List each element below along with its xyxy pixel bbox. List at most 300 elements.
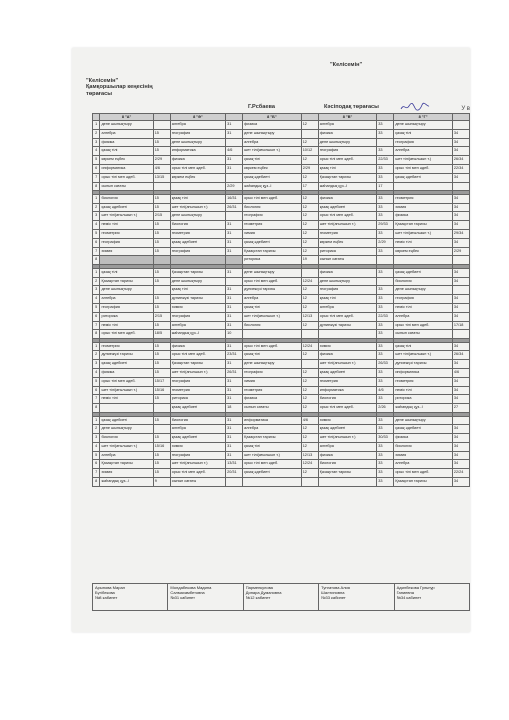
table-row [93, 156, 470, 165]
subject-cell: геометрия [100, 342, 153, 351]
room-cell: 17 [377, 182, 394, 191]
subject-cell [243, 330, 302, 339]
subject-cell: орыс тілі мен әдеб. [100, 173, 153, 182]
room-cell: 31 [226, 221, 243, 230]
room-cell [226, 256, 243, 265]
subject-cell [394, 256, 453, 265]
header-cell [93, 114, 100, 121]
subject-cell: орыс тілі мен әдеб. [318, 156, 377, 165]
room-cell: 31 [226, 425, 243, 434]
table-row [93, 442, 470, 451]
subject-cell: орыс тілі мен әдеб. [243, 460, 302, 469]
room-cell: 31 [226, 442, 243, 451]
room-cell: 26/31 [226, 203, 243, 212]
room-cell: 2/29 [226, 182, 243, 191]
subject-cell: сынып сағаты [170, 478, 225, 487]
room-cell: 15 [153, 238, 170, 247]
subject-cell: қазақ тілі [100, 147, 153, 156]
lesson-number: 6 [93, 312, 100, 321]
room-cell: 34 [452, 342, 469, 351]
room-cell: 12 [301, 221, 318, 230]
subject-cell: шет тілі(ағылшын т.) [100, 212, 153, 221]
subject-cell: дене шынықтыру [170, 277, 225, 286]
lesson-number: 4 [93, 295, 100, 304]
subject-cell: география [170, 451, 225, 460]
subject-cell: геометрия [394, 377, 453, 386]
lesson-number: 7 [93, 247, 100, 256]
room-cell: 31 [226, 156, 243, 165]
lesson-number: 6 [93, 164, 100, 173]
room-cell: 12 [301, 203, 318, 212]
subject-cell: биология [394, 277, 453, 286]
table-row [93, 478, 470, 487]
table-row [93, 460, 470, 469]
teachers-row [92, 583, 470, 611]
lesson-number: 1 [93, 268, 100, 277]
room-cell: 31 [226, 451, 243, 460]
subject-cell: көркем еңбек [100, 156, 153, 165]
room-cell: 31 [226, 230, 243, 239]
room-cell: 33 [377, 377, 394, 386]
room-cell: 34 [452, 221, 469, 230]
room-cell: 30/33 [377, 434, 394, 443]
room-cell: 12/13 [301, 451, 318, 460]
room-cell: 33 [377, 129, 394, 138]
room-cell [153, 404, 170, 413]
room-cell: 34 [452, 147, 469, 156]
room-cell: 31 [226, 416, 243, 425]
subject-cell: Қазақстан тарихы [318, 173, 377, 182]
room-cell: 26/31 [226, 369, 243, 378]
subject-cell: қазақ тілі [318, 164, 377, 173]
table-row [93, 295, 470, 304]
room-cell: 12 [301, 369, 318, 378]
header-cell [226, 114, 243, 121]
subject-cell: информатика [318, 386, 377, 395]
table-row [93, 286, 470, 295]
table-row [93, 230, 470, 239]
subject-cell: риторика [100, 312, 153, 321]
table-row [93, 182, 470, 191]
subject-cell: физика [394, 212, 453, 221]
subject-cell: физика [318, 268, 377, 277]
room-cell: 13/31 [226, 460, 243, 469]
room-cell: 12 [301, 156, 318, 165]
subject-cell: шет тілі(ағылшын т.) [394, 230, 453, 239]
room-cell: 34 [452, 173, 469, 182]
room-cell: 15 [153, 277, 170, 286]
room-cell: 15 [153, 203, 170, 212]
subject-cell: көркем еңбек [318, 238, 377, 247]
room-cell: 33 [377, 342, 394, 351]
room-cell: 15 [153, 395, 170, 404]
subject-cell: қазақ әдебиеті [243, 238, 302, 247]
room-cell: 33 [377, 321, 394, 330]
subject-cell: Қазақстан тарихы [243, 434, 302, 443]
room-cell: 34 [452, 277, 469, 286]
subject-cell: қазақ тілі [394, 129, 453, 138]
room-cell: 12/24 [301, 342, 318, 351]
subject-cell: география [170, 129, 225, 138]
table-row [93, 451, 470, 460]
lesson-number: 5 [93, 230, 100, 239]
room-cell [226, 212, 243, 221]
subject-cell: Қазақстан тарихы [100, 460, 153, 469]
lesson-number: 8 [93, 182, 100, 191]
room-cell: 12 [301, 469, 318, 478]
room-cell: 22/24 [452, 469, 469, 478]
room-cell: 34 [452, 312, 469, 321]
subject-cell: биология [318, 460, 377, 469]
subject-cell: қазақ тілі [170, 286, 225, 295]
room-cell [153, 286, 170, 295]
room-cell: 15/16 [153, 386, 170, 395]
room-cell: 34 [452, 203, 469, 212]
room-cell: 10/12 [301, 147, 318, 156]
room-cell: 34 [452, 451, 469, 460]
table-row [93, 256, 470, 265]
subject-cell: қазақ әдебиеті [170, 238, 225, 247]
subject-cell: көркем еңбек [394, 247, 453, 256]
teacher-cell [319, 584, 394, 611]
subject-cell: география [243, 212, 302, 221]
room-cell: 12 [301, 303, 318, 312]
subject-cell: жаһандық құз.-І [100, 478, 153, 487]
subject-cell: қазақ әдебиеті [318, 369, 377, 378]
room-cell: 34 [452, 295, 469, 304]
lesson-number: 3 [93, 212, 100, 221]
class-8v-header: 8 "В" [318, 114, 377, 121]
room-cell: 26/34 [452, 156, 469, 165]
room-cell: 19 [301, 256, 318, 265]
subject-cell: химия [170, 442, 225, 451]
room-cell: 33 [377, 164, 394, 173]
table-row [93, 404, 470, 413]
approval-chair-label: төрағасы [86, 90, 113, 97]
class-header-row [93, 114, 470, 121]
room-cell: 29/33 [377, 221, 394, 230]
room-cell: 31 [226, 286, 243, 295]
room-cell: 2/29 [452, 247, 469, 256]
subject-cell: жаһандық құз.-І [170, 330, 225, 339]
room-cell [452, 330, 469, 339]
subject-cell: химия [394, 451, 453, 460]
subject-cell [100, 404, 153, 413]
room-cell: 12 [301, 442, 318, 451]
subject-cell: биология [318, 395, 377, 404]
subject-cell: жаһандық құз.-І [243, 182, 302, 191]
lesson-number: 5 [93, 156, 100, 165]
approval-block-left [86, 78, 196, 97]
subject-cell: шет тілі(ағылшын т.) [318, 221, 377, 230]
subject-cell: география [100, 303, 153, 312]
subject-cell: дене шынықтыру [243, 129, 302, 138]
room-cell [301, 360, 318, 369]
room-cell: 22/34 [452, 164, 469, 173]
subject-cell [394, 182, 453, 191]
table-row [93, 147, 470, 156]
room-cell [377, 277, 394, 286]
room-cell: 15 [153, 295, 170, 304]
subject-cell: сынып сағаты [318, 256, 377, 265]
subject-cell: алгебра [394, 147, 453, 156]
timetable-body [93, 121, 470, 487]
teacher-name-line: Адилбекова Гульнур [396, 585, 435, 590]
room-cell: 31 [226, 360, 243, 369]
room-cell: 15/17 [153, 377, 170, 386]
subject-cell: физика [100, 138, 153, 147]
teacher-name-line: Ганиевна [396, 590, 414, 596]
room-cell: 12 [301, 395, 318, 404]
subject-cell: информатика [394, 369, 453, 378]
subject-cell: қазақ тілі [243, 351, 302, 360]
room-cell: 12 [301, 377, 318, 386]
room-cell: 31 [226, 395, 243, 404]
table-row [93, 277, 470, 286]
room-cell: 2/29 [377, 238, 394, 247]
room-cell: 12 [301, 194, 318, 203]
lesson-number: 4 [93, 147, 100, 156]
subject-cell: физика [243, 395, 302, 404]
subject-cell: алгебра [243, 425, 302, 434]
subject-cell: алгебра [100, 451, 153, 460]
subject-cell: дене шынықтыру [318, 138, 377, 147]
subject-cell: Қазақстан тарихы [100, 277, 153, 286]
room-cell [452, 121, 469, 130]
subject-cell [170, 182, 225, 191]
subject-cell: Қазақстан тарихы [170, 268, 225, 277]
room-cell [226, 138, 243, 147]
lesson-number: 1 [93, 121, 100, 130]
teacher-cell [243, 584, 318, 611]
teacher-cabinet: №31 кабинет [170, 595, 195, 601]
subject-cell: орыс тілі мен әдеб. [170, 164, 225, 173]
subject-cell: география [318, 147, 377, 156]
room-cell: 31 [226, 129, 243, 138]
subject-cell: сынып сағаты [394, 330, 453, 339]
room-cell: 15 [153, 434, 170, 443]
subject-cell: орыс тілі мен әдеб. [170, 469, 225, 478]
lesson-number: 6 [93, 460, 100, 469]
subject-cell: шет тілі(ағылшын т.) [100, 442, 153, 451]
room-cell: 31 [226, 386, 243, 395]
room-cell: 33 [377, 203, 394, 212]
room-cell: 12/24 [301, 277, 318, 286]
approval-board-label: Қамқоршылар кеңесінің [86, 84, 153, 91]
subject-cell: химия [100, 247, 153, 256]
table-row [93, 312, 470, 321]
room-cell: 15 [153, 147, 170, 156]
room-cell: 34 [452, 129, 469, 138]
table-row [93, 416, 470, 425]
teacher-cell [93, 584, 168, 611]
subject-cell: алгебра [100, 295, 153, 304]
subject-cell: биология [394, 442, 453, 451]
room-cell: 15/16 [153, 442, 170, 451]
subject-cell: неміс тілі [394, 386, 453, 395]
subject-cell: риторика [318, 247, 377, 256]
lesson-number: 4 [93, 442, 100, 451]
subject-cell: физика [318, 129, 377, 138]
subject-cell: биология [170, 416, 225, 425]
table-row [93, 342, 470, 351]
subject-cell: неміс тілі [394, 238, 453, 247]
subject-cell: неміс тілі [100, 395, 153, 404]
subject-cell: Қазақстан тарихы [170, 360, 225, 369]
subject-cell: география [170, 312, 225, 321]
room-cell: 12 [301, 434, 318, 443]
room-cell: 12 [301, 321, 318, 330]
subject-cell: география [394, 138, 453, 147]
subject-cell: физика [243, 121, 302, 130]
room-cell [153, 425, 170, 434]
room-cell: 12 [301, 386, 318, 395]
subject-cell [170, 256, 225, 265]
room-cell: 31 [226, 434, 243, 443]
lesson-number: 6 [93, 238, 100, 247]
lesson-number: 2 [93, 351, 100, 360]
subject-cell: география [243, 369, 302, 378]
room-cell: 13/15 [153, 173, 170, 182]
table-row [93, 164, 470, 173]
table-row [93, 434, 470, 443]
room-cell: 12 [301, 238, 318, 247]
subject-cell: дене шынықтыру [170, 212, 225, 221]
room-cell: 33 [377, 369, 394, 378]
room-cell: 15 [153, 321, 170, 330]
subject-cell: геометрия [243, 221, 302, 230]
subject-cell: химия [243, 377, 302, 386]
subject-cell: шет тілі(ағылшын т.) [243, 451, 302, 460]
lesson-number: 8 [93, 404, 100, 413]
timetable [92, 113, 470, 487]
room-cell: 33 [377, 330, 394, 339]
teacher-name-line: Бүгібекова [95, 590, 115, 596]
subject-cell: қазақ тілі [394, 342, 453, 351]
room-cell: 33 [377, 121, 394, 130]
subject-cell: орыс тілі мен әдеб. [100, 330, 153, 339]
room-cell [452, 286, 469, 295]
room-cell: 34 [452, 460, 469, 469]
approval-title-left: "Келісемін" [86, 78, 119, 84]
room-cell: 15 [153, 416, 170, 425]
room-cell [226, 277, 243, 286]
subject-cell: химия [318, 342, 377, 351]
subject-cell: қазақ тілі [318, 295, 377, 304]
room-cell: 31 [226, 121, 243, 130]
lesson-number: 3 [93, 434, 100, 443]
room-cell: 12 [301, 138, 318, 147]
subject-cell: риторика [243, 256, 302, 265]
subject-cell: дүниежүзі тарихы [170, 295, 225, 304]
lesson-number: 8 [93, 330, 100, 339]
room-cell: 31 [226, 268, 243, 277]
subject-cell: физика [318, 194, 377, 203]
room-cell: 2/15 [153, 312, 170, 321]
subject-cell: шет тілі(ағылшын т.) [170, 203, 225, 212]
subject-cell: химия [100, 469, 153, 478]
subject-cell: дене шынықтыру [394, 121, 453, 130]
subject-cell: геометрия [100, 230, 153, 239]
room-cell: 12 [301, 230, 318, 239]
subject-cell: орыс тілі мен әдеб. [318, 404, 377, 413]
teacher-cabinet: №8 кабинет [95, 595, 118, 601]
room-cell: 22/33 [377, 156, 394, 165]
lesson-number: 3 [93, 138, 100, 147]
subject-cell: шет тілі(ағылшын т.) [318, 434, 377, 443]
subject-cell: геометрия [318, 230, 377, 239]
room-cell: 20/31 [226, 469, 243, 478]
room-cell: 2/26 [377, 404, 394, 413]
room-cell: 2/29 [153, 156, 170, 165]
subject-cell: қазақ әдебиеті [394, 173, 453, 182]
room-cell [226, 173, 243, 182]
subject-cell: шет тілі(ағылшын т.) [243, 312, 302, 321]
subject-cell: орыс тілі мен әдеб. [394, 469, 453, 478]
subject-cell: алгебра [243, 295, 302, 304]
subject-cell [318, 330, 377, 339]
table-row [93, 173, 470, 182]
room-cell: 15 [153, 369, 170, 378]
subject-cell [243, 478, 302, 487]
room-cell: 15 [153, 129, 170, 138]
room-cell [301, 268, 318, 277]
lesson-number: 3 [93, 360, 100, 369]
subject-cell: шет тілі(ағылшын т.) [394, 156, 453, 165]
subject-cell: орыс тілі мен әдеб. [394, 164, 453, 173]
subject-cell: алгебра [170, 321, 225, 330]
lesson-number: 5 [93, 451, 100, 460]
subject-cell: шет тілі(ағылшын т.) [394, 351, 453, 360]
room-cell: 22/33 [377, 312, 394, 321]
room-cell: 15 [153, 451, 170, 460]
room-cell: 33 [377, 395, 394, 404]
room-cell: 4/6 [301, 416, 318, 425]
room-cell: 34 [452, 386, 469, 395]
teacher-name-line: Динара Думановна [245, 590, 282, 596]
subject-cell: география [170, 247, 225, 256]
subject-cell: Қазақстан тарихы [318, 469, 377, 478]
subject-cell: қазақ әдебиеті [318, 425, 377, 434]
subject-cell: қазақ тілі [243, 156, 302, 165]
subject-cell: биология [100, 194, 153, 203]
table-row [93, 238, 470, 247]
subject-cell: дене шынықтыру [100, 286, 153, 295]
subject-cell: дене шынықтыру [170, 138, 225, 147]
room-cell: 33 [377, 173, 394, 182]
room-cell: 12/13 [301, 312, 318, 321]
subject-cell: физика [394, 434, 453, 443]
room-cell: 31 [226, 238, 243, 247]
room-cell: 12 [301, 173, 318, 182]
room-cell: 12 [301, 247, 318, 256]
room-cell: 34 [452, 194, 469, 203]
subject-cell: сынып сағаты [243, 404, 302, 413]
subject-cell: информатика [170, 147, 225, 156]
lesson-number: 7 [93, 395, 100, 404]
subject-cell: орыс тілі мен әдеб. [318, 312, 377, 321]
class-8g-header: 8 "Г" [394, 114, 453, 121]
subject-cell: орыс тілі мен әдеб. [170, 351, 225, 360]
room-cell [452, 182, 469, 191]
subject-cell: география [394, 295, 453, 304]
room-cell: 12 [301, 425, 318, 434]
teachers-list [93, 584, 470, 611]
room-cell: 15 [153, 351, 170, 360]
subject-cell: алгебра [394, 312, 453, 321]
subject-cell: шет тілі(ағылшын т.) [243, 147, 302, 156]
room-cell [377, 138, 394, 147]
